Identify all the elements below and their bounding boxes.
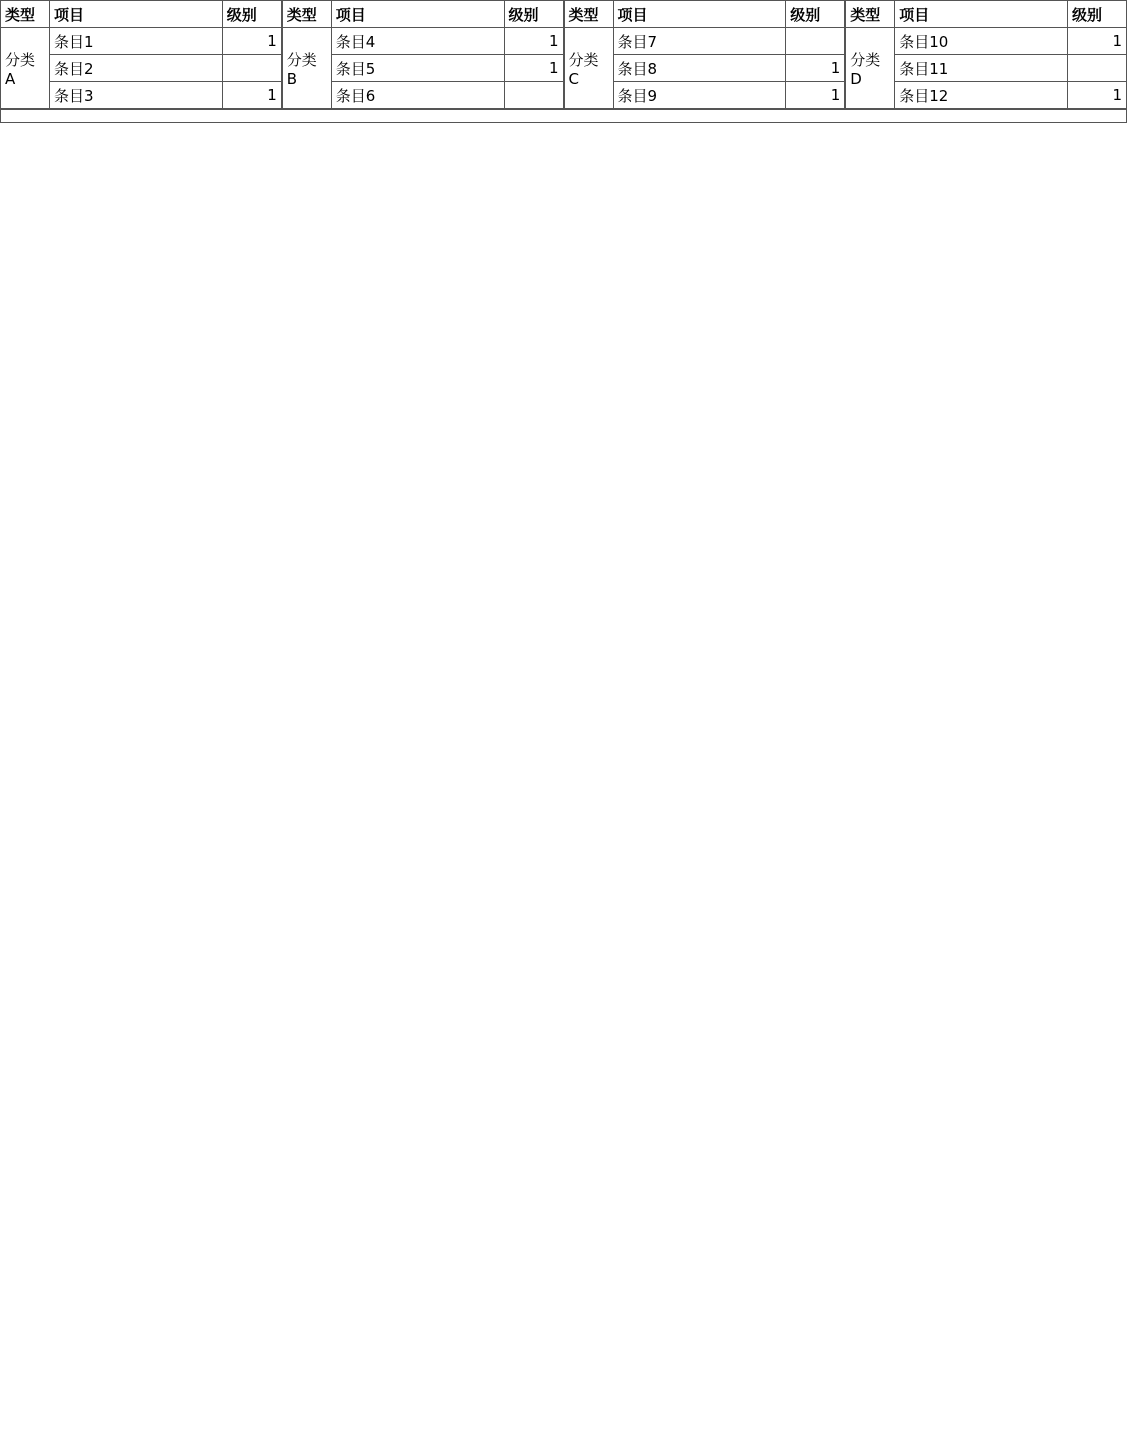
level-cell: 1 bbox=[786, 82, 845, 109]
item-cell: 条目6 bbox=[331, 82, 504, 109]
column-header: 类型 bbox=[846, 1, 895, 28]
item-cell: 条目9 bbox=[613, 82, 786, 109]
table-row bbox=[282, 28, 563, 55]
column-header: 项目 bbox=[613, 1, 786, 28]
table-row bbox=[564, 28, 845, 55]
column-header: 类型 bbox=[564, 1, 613, 28]
table-row bbox=[1, 28, 282, 55]
item-cell: 条目8 bbox=[613, 55, 786, 82]
category-cell: 分类C bbox=[564, 28, 613, 109]
category-cell: 分类A bbox=[1, 28, 50, 109]
column-header: 级别 bbox=[1068, 1, 1127, 28]
level-cell: 1 bbox=[222, 28, 281, 55]
column-header: 级别 bbox=[504, 1, 563, 28]
level-cell bbox=[786, 28, 845, 55]
column-group-2 bbox=[564, 0, 846, 109]
column-group-1 bbox=[282, 0, 564, 109]
item-cell: 条目3 bbox=[50, 82, 223, 109]
level-legend bbox=[0, 109, 1127, 123]
item-cell: 条目7 bbox=[613, 28, 786, 55]
column-header: 项目 bbox=[331, 1, 504, 28]
item-cell: 条目2 bbox=[50, 55, 223, 82]
column-header: 项目 bbox=[895, 1, 1068, 28]
column-header: 类型 bbox=[282, 1, 331, 28]
item-cell: 条目11 bbox=[895, 55, 1068, 82]
column-header: 级别 bbox=[786, 1, 845, 28]
item-cell: 条目1 bbox=[50, 28, 223, 55]
level-cell: 1 bbox=[1068, 82, 1127, 109]
category-cell: 分类B bbox=[282, 28, 331, 109]
item-cell: 条目10 bbox=[895, 28, 1068, 55]
level-cell: 1 bbox=[786, 55, 845, 82]
column-header: 类型 bbox=[1, 1, 50, 28]
item-cell: 条目12 bbox=[895, 82, 1068, 109]
column-header: 项目 bbox=[50, 1, 223, 28]
level-cell bbox=[222, 55, 281, 82]
column-header: 级别 bbox=[222, 1, 281, 28]
table-row bbox=[846, 28, 1127, 55]
level-cell: 1 bbox=[504, 55, 563, 82]
level-cell: 1 bbox=[1068, 28, 1127, 55]
item-cell: 条目4 bbox=[331, 28, 504, 55]
column-group-0 bbox=[0, 0, 282, 109]
level-cell: 1 bbox=[504, 28, 563, 55]
level-cell bbox=[1068, 55, 1127, 82]
level-cell bbox=[504, 82, 563, 109]
level-cell: 1 bbox=[222, 82, 281, 109]
column-group-3 bbox=[845, 0, 1127, 109]
item-cell: 条目5 bbox=[331, 55, 504, 82]
checklist-grid bbox=[0, 0, 1127, 109]
category-cell: 分类D bbox=[846, 28, 895, 109]
